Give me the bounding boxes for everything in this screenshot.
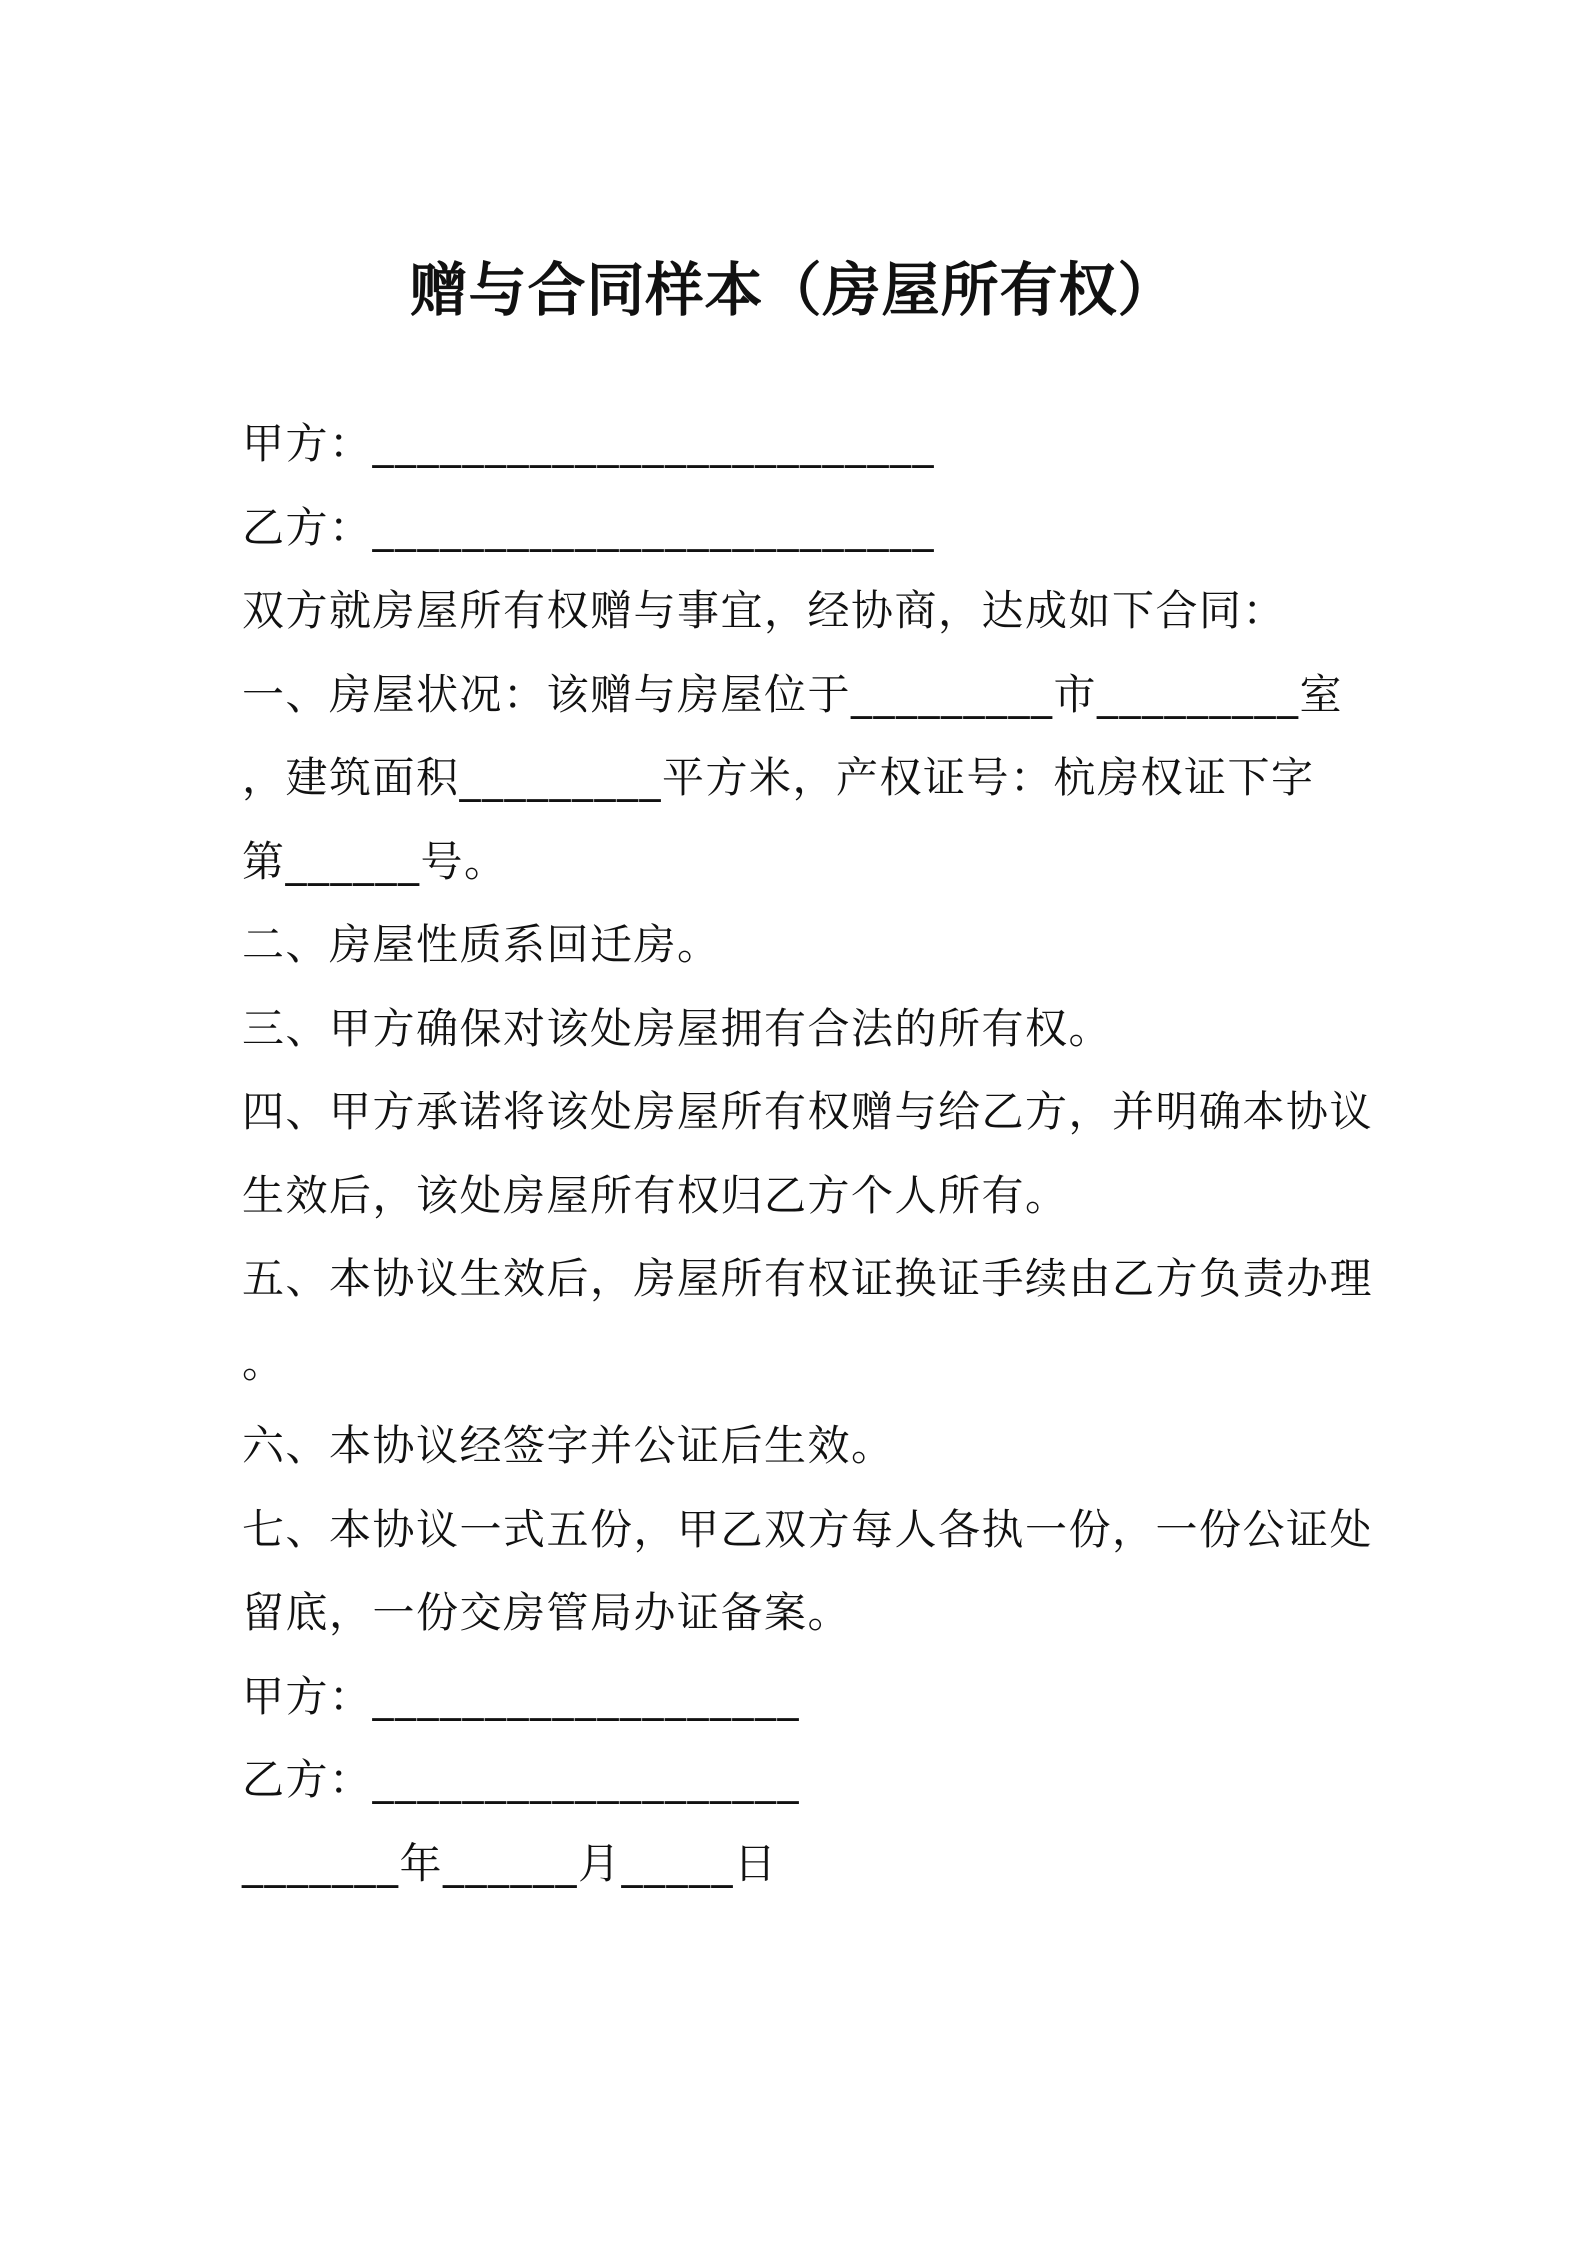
clause-1-line-1: 一、房屋状况：该赠与房屋位于_________市_________室 [242,669,1344,719]
clause-7-line-1: 七、本协议一式五份，甲乙双方每人各执一份，一份公证处 [242,1504,1374,1554]
clause-5-line-2: 。 [242,1337,286,1387]
clause-4-line-1: 四、甲方承诺将该处房屋所有权赠与给乙方，并明确本协议 [242,1087,1374,1136]
clause-3-line: 三、甲方确保对该处房屋拥有合法的所有权。 [242,1003,1113,1053]
clause-7-line-2: 留底，一份交房管局办证备案。 [242,1588,852,1637]
party-a-line: 甲方：_________________________ [242,419,936,468]
clause-1-line-3: 第______号。 [242,836,508,886]
clause-2-line: 二、房屋性质系回迁房。 [242,920,721,969]
signature-party-a-line: 甲方：___________________ [242,1671,801,1721]
date-line: _______年______月_____日 [242,1838,778,1888]
signature-party-b-line: 乙方：___________________ [242,1755,801,1804]
clause-5-line-1: 五、本协议生效后，房屋所有权证换证手续由乙方负责办理 [242,1254,1374,1303]
party-b-line: 乙方：_________________________ [242,502,936,552]
document-title: 赠与合同样本（房屋所有权） [409,256,1177,324]
clause-6-line: 六、本协议经签字并公证后生效。 [242,1421,895,1470]
preamble-line: 双方就房屋所有权赠与事宜，经协商，达成如下合同： [242,586,1287,635]
clause-1-line-2: ，建筑面积_________平方米，产权证号：杭房权证下字 [242,753,1315,802]
clause-4-line-2: 生效后，该处房屋所有权归乙方个人所有。 [242,1170,1069,1220]
document-body [242,402,1374,1905]
